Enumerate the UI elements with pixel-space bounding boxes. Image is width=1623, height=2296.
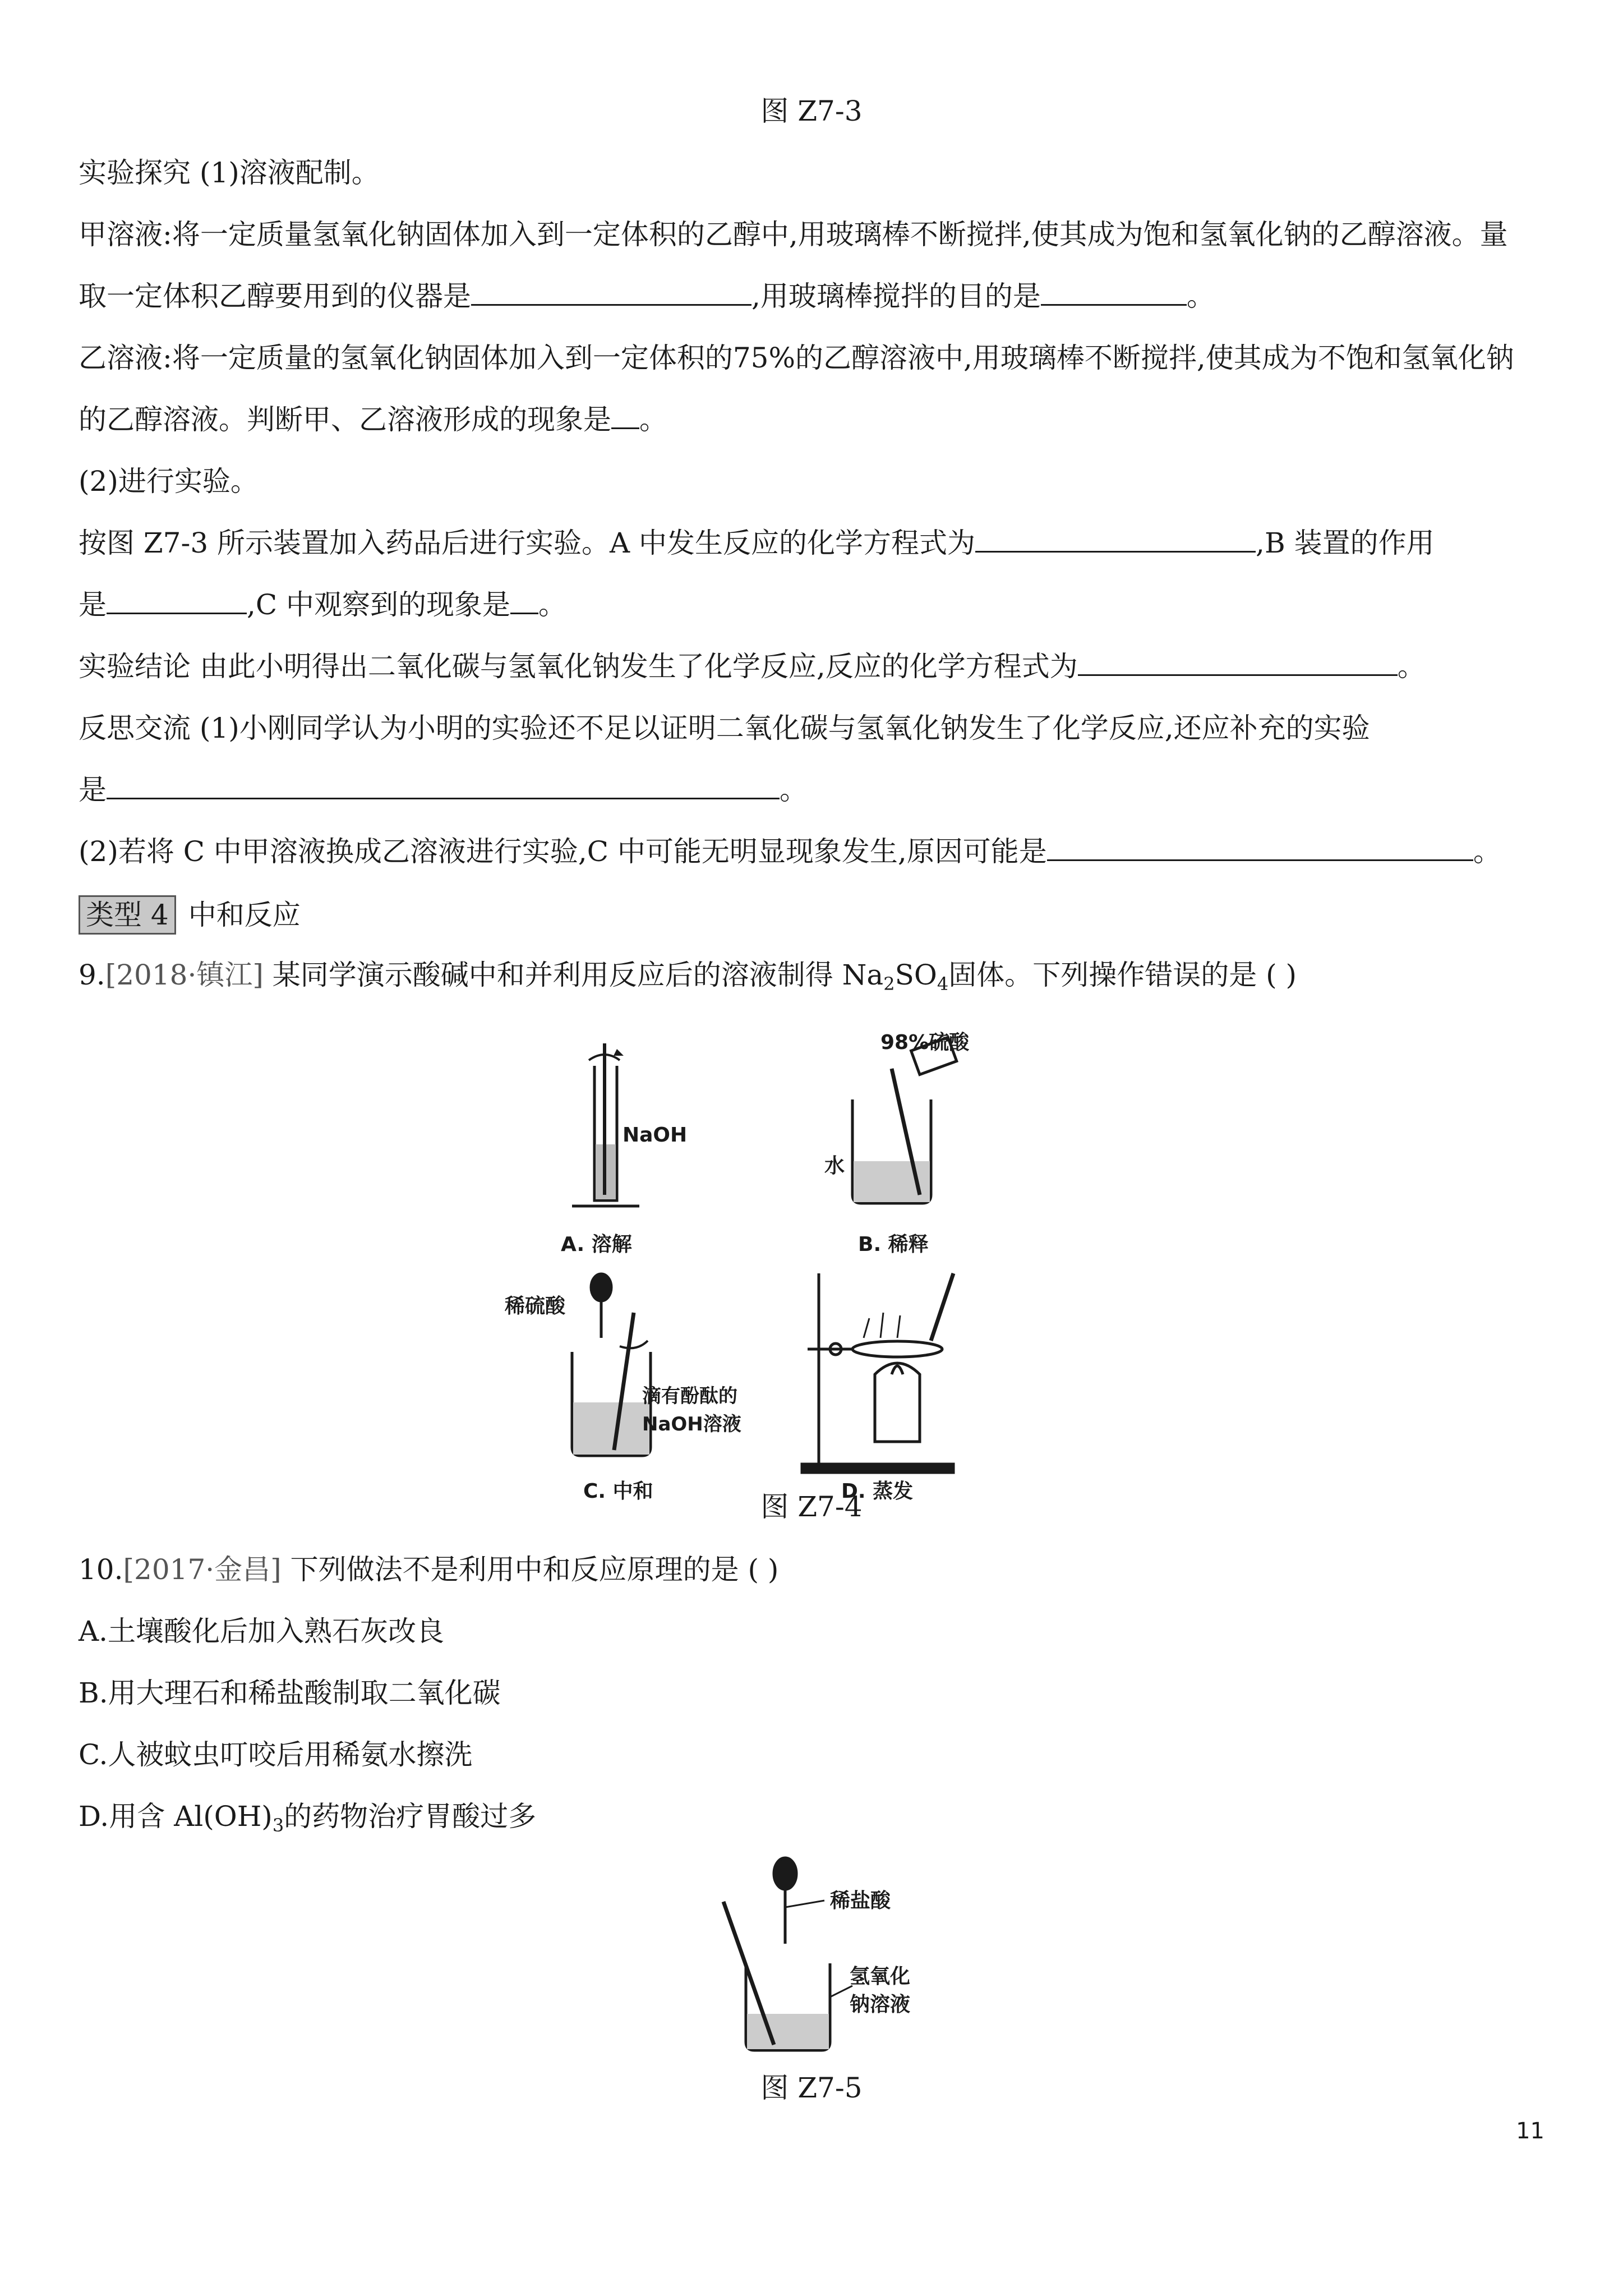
- step-2-heading: (2)进行实验。: [79, 465, 259, 498]
- reflection-line1: 反思交流 (1)小刚同学认为小明的实验还不足以证明二氧化碳与氢氧化钠发生了化学反应,还应补充的实验: [79, 712, 1370, 744]
- question-9: 9.[2018·镇江] 某同学演示酸碱中和并利用反应后的溶液制得 $Na_2SO_4$固体。下列操作错误的是 ( ): [79, 959, 1297, 995]
- question-source: [2018·镇江]: [105, 959, 264, 991]
- answer-blank[interactable]: [107, 588, 247, 614]
- conclusion-line: 实验结论 由此小明得出二氧化碳与氢氧化钠发生了化学反应,反应的化学方程式为 。: [79, 650, 1426, 683]
- reflection-question-2: (2)若将 C 中甲溶液换成乙溶液进行实验,C 中可能无明显现象发生,原因可能是 。: [79, 835, 1501, 868]
- figure-c-solution-label1: 滴有酚酞的: [642, 1385, 737, 1407]
- figure-z7-4: [505, 1015, 1122, 1503]
- option-d: D.用含 $Al(OH)_3$的药物治疗胃酸过多: [79, 1800, 537, 1836]
- figure-c-caption: C. 中和: [583, 1480, 653, 1503]
- figure-z7-5-reagent-label: 稀盐酸: [830, 1889, 891, 1912]
- experiment-line1: 按图 Z7-3 所示装置加入药品后进行实验。A 中发生反应的化学方程式为 ,B 装置的作用: [79, 527, 1435, 559]
- answer-blank[interactable]: [1078, 650, 1398, 676]
- figure-caption-z7-3: 图 Z7-3: [760, 95, 863, 127]
- figure-d-caption: D. 蒸发: [841, 1480, 914, 1503]
- yi-solution-line1: 乙溶液:将一定质量的氢氧化钠固体加入到一定体积的75%的乙醇溶液中,用玻璃棒不断搅拌,使其成为不饱和氢氧化钠: [79, 342, 1514, 374]
- page-number: 11: [1516, 2118, 1544, 2144]
- answer-blank[interactable]: [1041, 279, 1187, 306]
- beaker-with-dropper-diagram: [723, 1858, 852, 2050]
- question-source: [2017·金昌]: [123, 1553, 282, 1586]
- figure-z7-5-solution-label2: 钠溶液: [850, 1993, 911, 2016]
- section-heading: [79, 895, 301, 935]
- figure-caption-z7-4: 图 Z7-4: [760, 1490, 863, 1523]
- figure-b-reagent-label: 98%硫酸: [880, 1031, 970, 1054]
- jia-solution-line2: 取一定体积乙醇要用到的仪器是 ,用玻璃棒搅拌的目的是 。: [79, 280, 1215, 312]
- option-a: A.土壤酸化后加入熟石灰改良: [79, 1615, 445, 1648]
- question-10: 10.[2017·金昌] 下列做法不是利用中和反应原理的是 ( ): [79, 1553, 779, 1586]
- option-c: C.人被蚊虫叮咬后用稀氨水擦洗: [79, 1738, 473, 1771]
- evaporation-setup-diagram: [802, 1273, 953, 1473]
- figure-a-reagent-label: NaOH: [623, 1124, 688, 1147]
- jia-solution-line1: 甲溶液:将一定质量氢氧化钠固体加入到一定体积的乙醇中,用玻璃棒不断搅拌,使其成为饱和氢氧化钠的乙醇溶液。量: [79, 218, 1508, 251]
- answer-blank[interactable]: [1047, 835, 1473, 861]
- figure-c-solution-label2: NaOH溶液: [642, 1413, 741, 1435]
- figure-z7-5-solution-label1: 氢氧化: [850, 1965, 911, 1988]
- reflection-line2: 是 。: [79, 774, 808, 806]
- figure-c-reagent-label: 稀硫酸: [505, 1295, 566, 1318]
- answer-blank[interactable]: [975, 526, 1256, 553]
- yi-solution-line2: 的乙醇溶液。判断甲、乙溶液形成的现象是 。: [79, 403, 667, 436]
- section-type-tag: 类型 4: [79, 895, 176, 935]
- answer-blank[interactable]: [107, 773, 780, 799]
- figure-a-caption: A. 溶解: [561, 1233, 632, 1256]
- answer-blank[interactable]: [471, 279, 751, 306]
- answer-blank[interactable]: [611, 403, 639, 429]
- experiment-line2: 是 ,C 中观察到的现象是 。: [79, 588, 567, 621]
- beaker-with-dropper-diagram: [572, 1274, 651, 1456]
- answer-blank[interactable]: [510, 588, 538, 614]
- beaker-diagram: [852, 1037, 957, 1203]
- figure-b-caption: B. 稀释: [858, 1233, 929, 1256]
- figure-caption-z7-5: 图 Z7-5: [760, 2072, 863, 2104]
- figure-z7-5: [712, 1851, 959, 2064]
- figure-b-water-label: 水: [824, 1154, 845, 1177]
- section-title: 中和反应: [188, 899, 301, 931]
- explore-intro: 实验探究 (1)溶液配制。: [79, 157, 380, 189]
- option-b: B.用大理石和稀盐酸制取二氧化碳: [79, 1677, 501, 1709]
